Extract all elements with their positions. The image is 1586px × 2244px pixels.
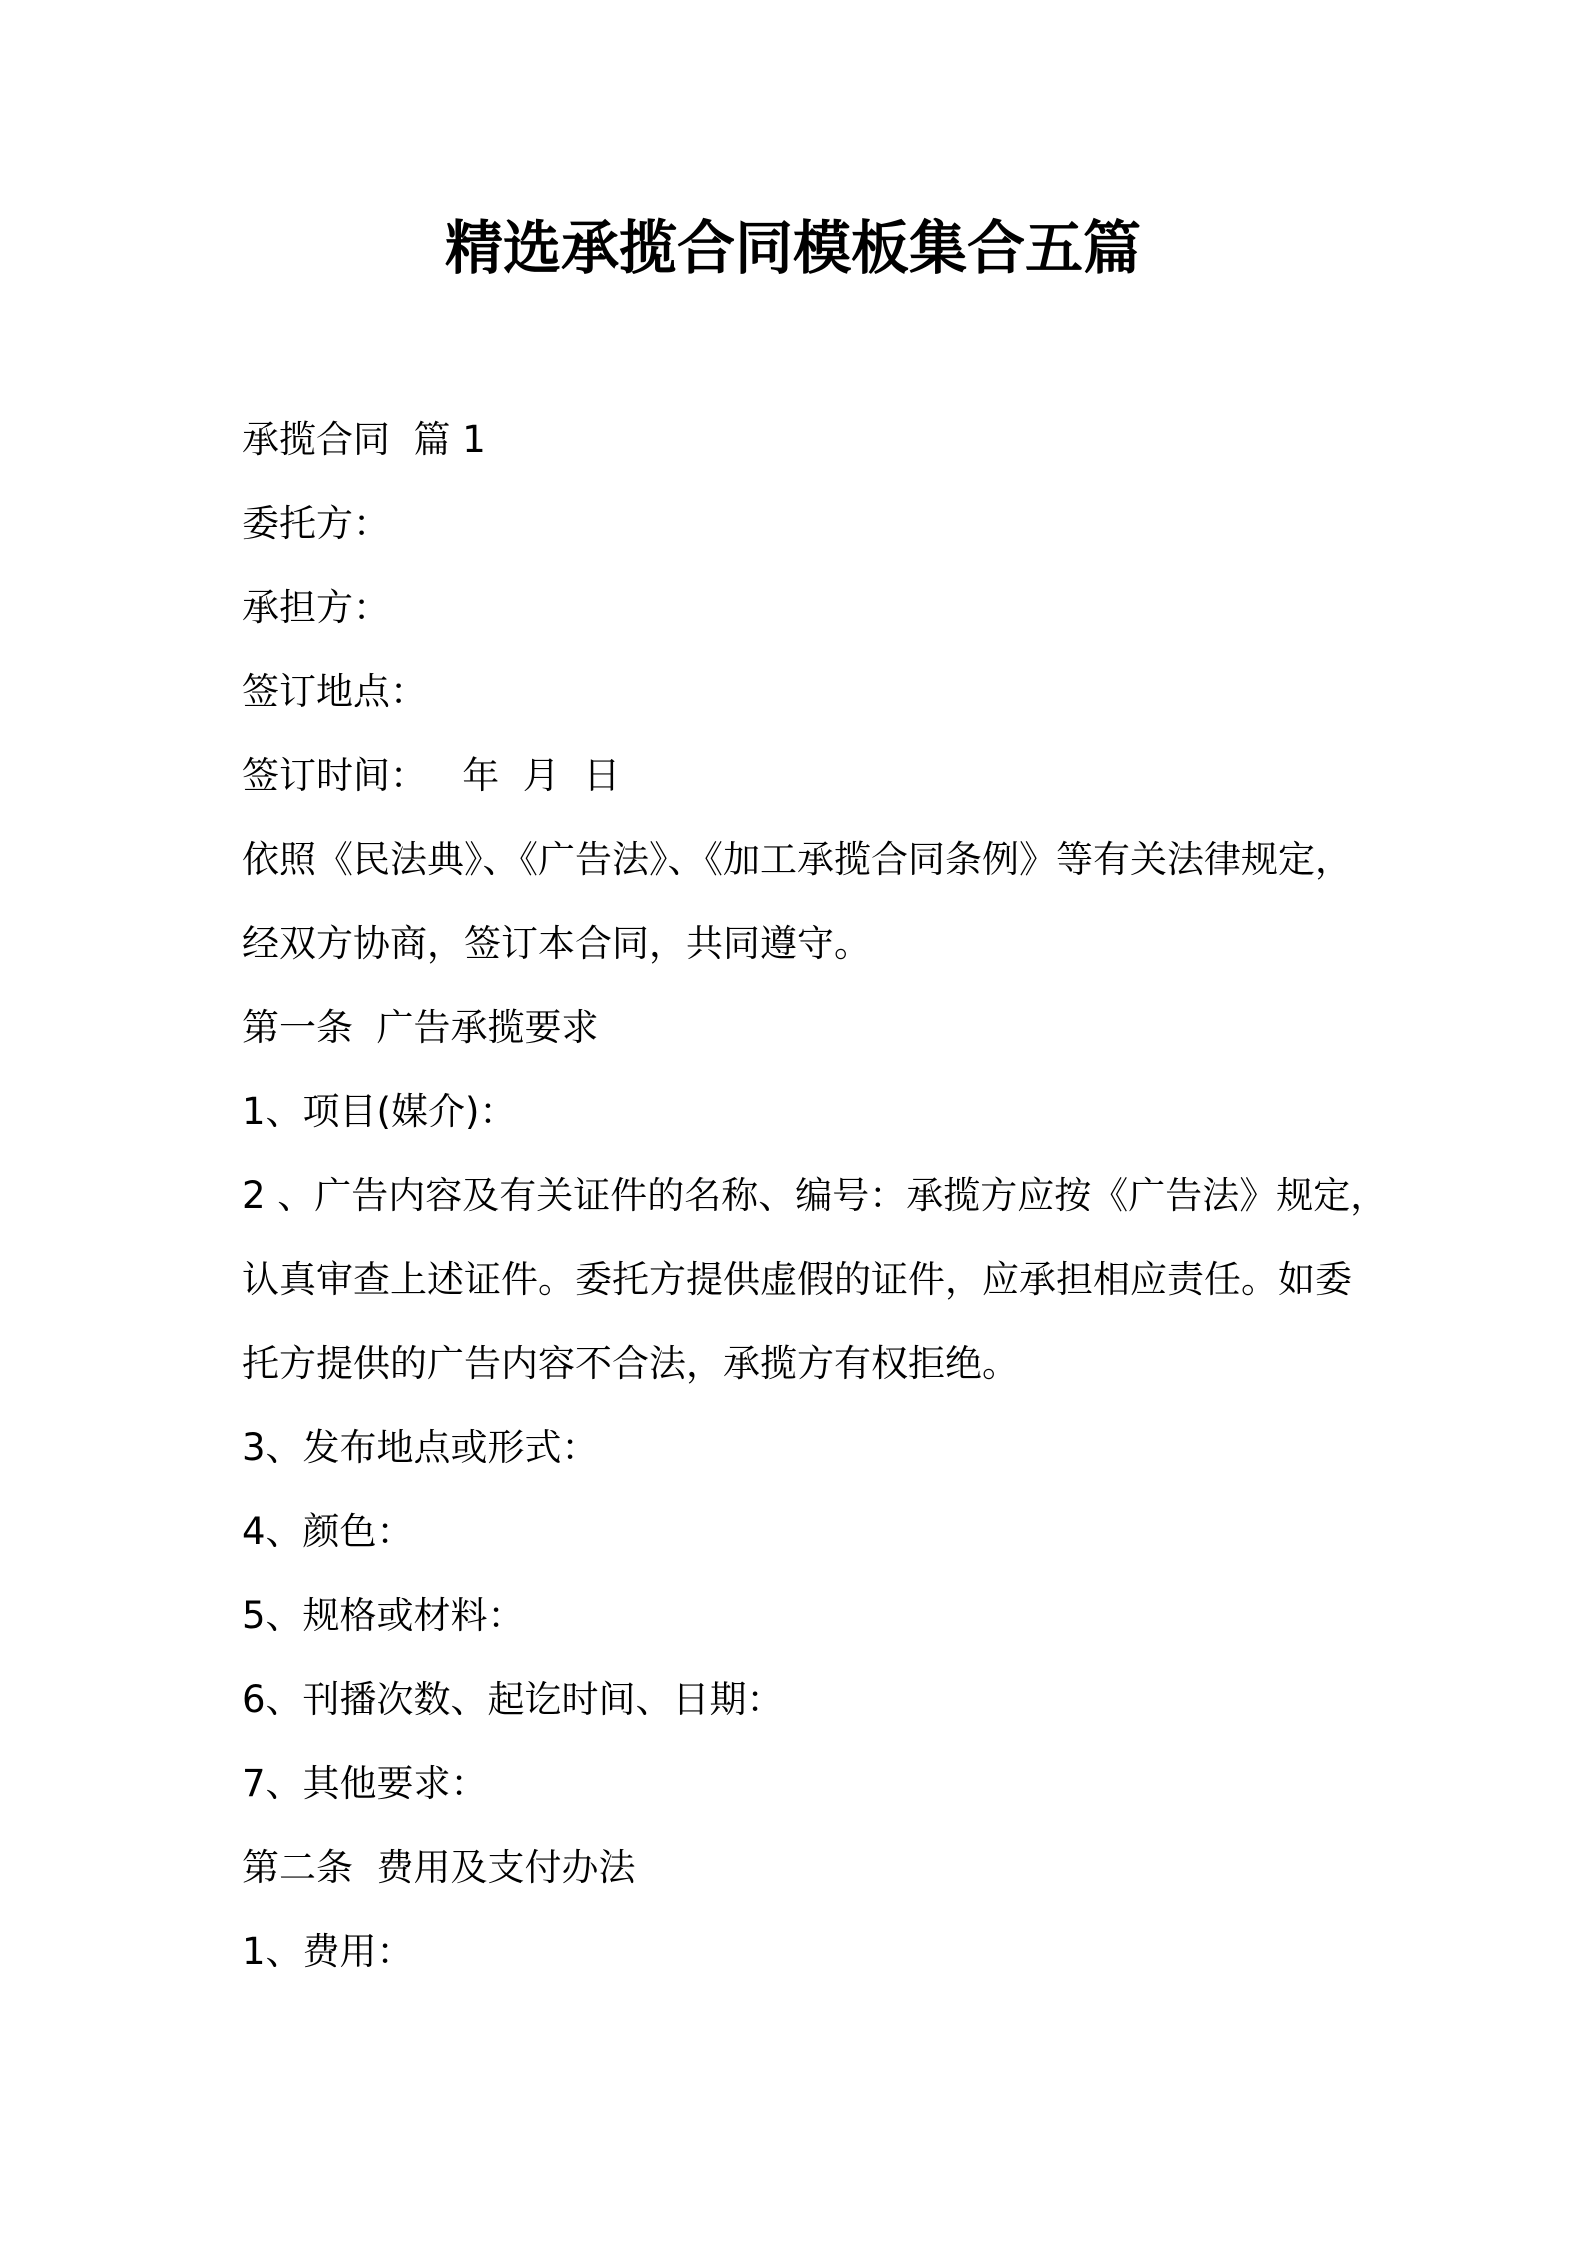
list-item: 1、项目(媒介)：	[242, 1090, 517, 1133]
list-item: 5、规格或材料：	[242, 1594, 525, 1637]
article-heading: 第一条 广告承揽要求	[242, 1006, 599, 1049]
list-item: 7、其他要求：	[242, 1762, 488, 1805]
signing-place-label: 签订地点：	[242, 670, 427, 713]
list-item: 4、颜色：	[242, 1510, 414, 1553]
client-field-label: 委托方：	[242, 502, 390, 545]
article-heading: 第二条 费用及支付办法	[242, 1846, 636, 1889]
section-heading: 承揽合同 篇 1	[242, 418, 486, 461]
list-item: 2 、广告内容及有关证件的名称、编号：承揽方应按《广告法》规定，	[242, 1174, 1388, 1217]
document-body	[242, 398, 1388, 1994]
list-item: 1、费用：	[242, 1930, 414, 1973]
list-item: 3、发布地点或形式：	[242, 1426, 599, 1469]
list-item: 6、刊播次数、起讫时间、日期：	[242, 1678, 784, 1721]
paragraph-line: 经双方协商，签订本合同，共同遵守。	[242, 922, 871, 965]
document-title: 精选承揽合同模板集合五篇	[444, 214, 1141, 282]
paragraph-line: 认真审查上述证件。委托方提供虚假的证件，应承担相应责任。如委	[242, 1258, 1352, 1301]
contractor-field-label: 承担方：	[242, 586, 390, 629]
paragraph-line: 托方提供的广告内容不合法，承揽方有权拒绝。	[242, 1342, 1019, 1385]
paragraph-line: 依照《民法典》、《广告法》、《加工承揽合同条例》等有关法律规定，	[242, 838, 1352, 881]
signing-date-label: 签订时间： 年 月 日	[242, 754, 621, 797]
